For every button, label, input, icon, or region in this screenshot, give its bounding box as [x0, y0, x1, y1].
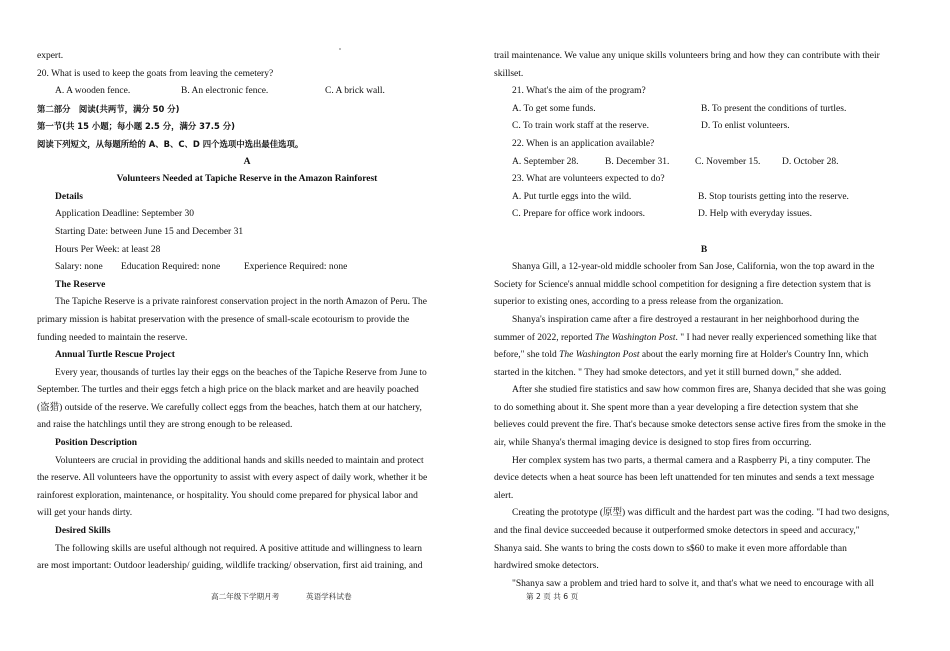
footer-grade: 高二年级下学期月考	[211, 592, 280, 601]
details-heading: Details	[55, 191, 83, 202]
text-line: expert.	[37, 51, 64, 61]
text-line: "Shanya saw a problem and tried hard to solve it, and that's what we need to encourage with all	[512, 578, 874, 589]
text-line: alert.	[494, 490, 514, 501]
text-line: The following skills are useful although not required. A positive attitude and willingness to learn	[55, 543, 423, 554]
text-line: funding needed to maintain the reserve.	[37, 332, 188, 343]
option-b: B. December 31.	[605, 156, 670, 167]
option-a: A. To get some funds.	[512, 103, 596, 114]
deadline-line: Application Deadline: September 30	[55, 209, 195, 220]
option-c: C. A brick wall.	[325, 86, 385, 97]
q20-options	[37, 83, 457, 101]
passage-a-title: Volunteers Needed at Tapiche Reserve in the Amazon Rainforest	[116, 174, 378, 185]
hours-line: Hours Per Week: at least 28	[55, 244, 161, 255]
experience: Experience Required: none	[244, 262, 348, 273]
text-line: Society for Science's annual middle school competition for designing a fire detection system that is	[494, 279, 871, 290]
passage-a-label: A	[243, 156, 251, 167]
question-22: 22. When is an application available?	[512, 138, 655, 149]
text-line: believes could prevent the fire. That's because smoke detectors sense active fires from the smoke in the	[494, 420, 886, 431]
option-d: D. To enlist volunteers.	[701, 121, 790, 132]
text-line: to do something about it. She spent more than a year developing a fire detection system that she	[494, 402, 859, 413]
text-line: Every year, thousands of turtles lay their eggs on the beaches of the Tapiche Reserve from June to	[55, 367, 427, 378]
text-line: rainforest exploration, maintenance, or hospitality. You should come prepared for physical labor and	[37, 490, 418, 501]
option-a: A. A wooden fence.	[55, 86, 131, 97]
text-run: summer of 2022, reported	[494, 332, 596, 343]
text-line: Shanya Gill, a 12-year-old middle schooler from San Jose, California, won the top award in the	[512, 262, 875, 273]
footer-page-number: 第 2 页 共 6 页	[526, 592, 579, 601]
text-line: superior to existing ones, according to a press release from the organization.	[494, 297, 784, 308]
text-line: skillset.	[494, 68, 524, 79]
text-line: and raise the hatchlings until they are strong enough to be released.	[37, 420, 293, 431]
text-line: The Tapiche Reserve is a private rainforest conservation project in the north Amazon of Peru. The	[55, 297, 427, 308]
text-line: and the final device succeeded because it outperformed smoke detectors in speed and accuracy,"	[494, 526, 860, 537]
text-line: primary mission is habitat preservation with the presence of small-scale ecotourism to provide the	[37, 314, 410, 325]
option-b: B. To present the conditions of turtles.	[701, 103, 847, 114]
section-one-heading: 第一节(共 15 小题；每小题 2.5 分，满分 37.5 分)	[37, 121, 235, 132]
text-line: are most important: Outdoor leadership/ guiding, wildlife tracking/ observation, first aid training, and	[37, 561, 423, 572]
text-line	[494, 330, 914, 348]
q23-options-row2	[494, 206, 914, 224]
text-line: trail maintenance. We value any unique skills volunteers bring and how they can contribute with their	[494, 51, 880, 61]
text-line: Volunteers are crucial in providing the additional hands and skills needed to maintain and protect	[55, 455, 424, 466]
text-line	[494, 347, 914, 365]
text-line: Shanya's inspiration came after a fire destroyed a restaurant in her neighborhood during the	[512, 314, 860, 325]
option-c: C. November 15.	[695, 156, 761, 167]
requirements-line	[37, 259, 457, 277]
instructions: 阅读下列短文，从每题所给的 A、B、C、D 四个选项中选出最佳选项。	[37, 138, 304, 149]
option-d: D. Help with everyday issues.	[698, 209, 812, 220]
italic-source: The Washington Post	[595, 332, 676, 343]
right-column	[494, 48, 914, 593]
text-line: hardwired smoke detectors.	[494, 561, 599, 572]
text-line: (盗猎) outside of the reserve. We carefully collect eggs from the beaches, hatch them at our hatchery,	[37, 402, 422, 413]
option-a: A. Put turtle eggs into the wild.	[512, 191, 632, 202]
question-23: 23. What are volunteers expected to do?	[512, 174, 665, 185]
italic-source: The Washington Post	[559, 350, 640, 361]
option-d: D. October 28.	[782, 156, 839, 167]
footer-subject: 英语学科试卷	[306, 592, 352, 601]
text-line: device detects when a heat source has been left unattended for ten minutes and sends a text message	[494, 473, 875, 484]
text-run: . " I had never really experienced something like that	[675, 332, 877, 343]
text-line: Her complex system has two parts, a thermal camera and a Raspberry Pi, a tiny computer. The	[512, 455, 871, 466]
q21-options-row2	[494, 118, 914, 136]
text-run: before," she told	[494, 350, 560, 361]
text-line: started in the kitchen. " They had smoke detectors, and yet it still burned down," she added.	[494, 367, 842, 378]
text-line: will get your hands dirty.	[37, 508, 133, 519]
text-line: the reserve. All volunteers have the opportunity to assist with every aspect of daily work, whether it be	[37, 473, 428, 484]
option-b: B. An electronic fence.	[181, 86, 269, 97]
part-two-heading: 第二部分 阅读(共两节，满分 50 分)	[37, 103, 180, 114]
text-run: about the early morning fire at Holder's Country Inn, which	[639, 350, 869, 361]
text-line: After she studied fire statistics and saw how common fires are, Shanya decided that she was going	[512, 385, 886, 396]
salary: Salary: none	[55, 262, 103, 273]
q21-options-row1	[494, 101, 914, 119]
left-column	[37, 48, 457, 576]
option-c: C. Prepare for office work indoors.	[512, 209, 646, 220]
reserve-heading: The Reserve	[55, 279, 106, 290]
passage-b-label: B	[700, 244, 708, 255]
q23-options-row1	[494, 189, 914, 207]
option-c: C. To train work staff at the reserve.	[512, 121, 649, 132]
education: Education Required: none	[121, 262, 221, 273]
question-20: 20. What is used to keep the goats from leaving the cemetery?	[37, 68, 274, 79]
text-line: September. The turtles and their eggs fetch a high price on the black market and are heavily poached	[37, 385, 419, 396]
text-line: Shanya said. She wants to bring the costs down to s$60 to make it even more affordable than	[494, 543, 847, 554]
skills-heading: Desired Skills	[55, 526, 111, 537]
question-21: 21. What's the aim of the program?	[512, 86, 646, 97]
q22-options	[494, 154, 914, 172]
turtle-heading: Annual Turtle Rescue Project	[55, 350, 175, 361]
spacer	[494, 224, 914, 242]
option-b: B. Stop tourists getting into the reserve.	[698, 191, 849, 202]
start-date-line: Starting Date: between June 15 and December 31	[55, 226, 244, 237]
position-heading: Position Description	[55, 438, 138, 449]
text-line: air, while Shanya's thermal imaging device is designed to stop fires from occurring.	[494, 438, 812, 449]
option-a: A. September 28.	[512, 156, 579, 167]
text-line: Creating the prototype (原型) was difficult and the hardest part was the coding. "I had two designs,	[512, 508, 890, 519]
